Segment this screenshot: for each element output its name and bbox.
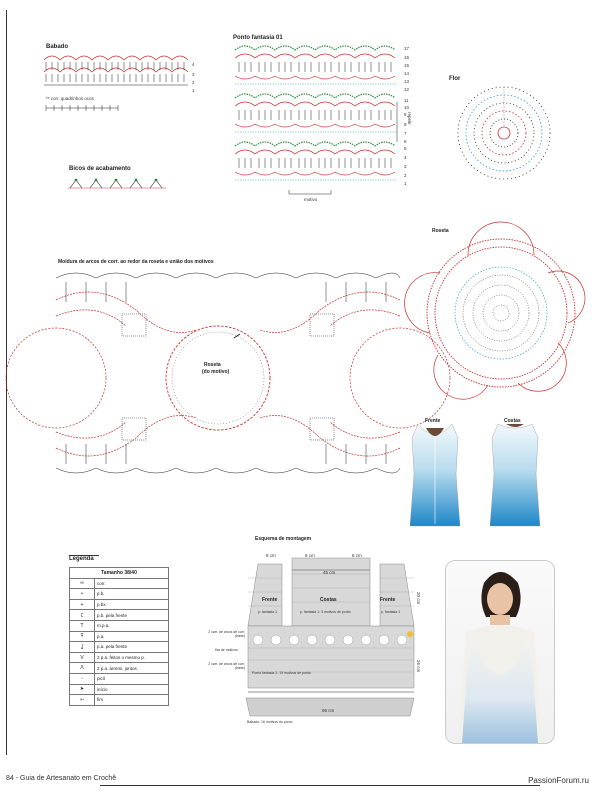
legend-symbol: ◦	[70, 673, 95, 684]
schema-costas: Costas	[320, 597, 337, 603]
legend-symbol: +	[70, 599, 95, 610]
motivo-label: motivo	[304, 197, 318, 202]
esquema-schematic	[246, 548, 416, 728]
legend-text: picô	[95, 673, 169, 684]
row-number: 16	[404, 55, 410, 60]
flor-title: Flor	[449, 76, 461, 82]
schema-babado-label: Babado: 16 motivos do ponto	[247, 720, 293, 724]
side-label-1: 2 carr. de arcos de corr. (base)	[208, 630, 245, 638]
schema-frente-right: Frente	[380, 597, 396, 603]
legend-symbol: Λ	[70, 663, 95, 674]
legend-text: 2 p.a. arremi. juntos	[95, 663, 169, 674]
pf-center: p. fantasia 1: 3 motivos de ponto	[300, 610, 351, 614]
model-figure	[446, 561, 554, 743]
legend-row	[70, 642, 169, 653]
bottom-pf-label: Ponto fantasia 1: 19 motivos de ponto	[252, 671, 311, 675]
legend-symbol: ʆ	[70, 642, 95, 653]
babado-row-number: 2	[192, 80, 195, 85]
row-number: 14	[404, 71, 410, 76]
frente-vest-illustration	[404, 422, 466, 532]
schema-frente-left: Frente	[262, 597, 278, 603]
ponto-fantasia-title: Ponto fantasia 01	[233, 35, 283, 41]
repetir-label: repetir	[407, 112, 412, 125]
legend-text: p.b.	[95, 589, 169, 600]
legend-text: fim	[95, 695, 169, 706]
roseta-title: Roseta	[432, 228, 449, 234]
row-number: 7	[404, 131, 407, 136]
legend-text: p.a. pela frente	[95, 642, 169, 653]
babado-row-number: 1	[192, 88, 195, 93]
row-number: 5	[404, 146, 407, 151]
legend-symbol: ➤	[70, 684, 95, 695]
babado-row-number: 4	[192, 62, 195, 67]
legend-row	[70, 589, 169, 600]
bottom-width-label: 96 cm	[322, 708, 335, 713]
brand-watermark: PassionForum.ru	[528, 776, 589, 785]
pf-right: p. fantasia 1	[381, 610, 401, 614]
frente-title: Frente	[425, 418, 441, 424]
motivo-bracket	[288, 190, 332, 196]
pf-left: p. fantasia 1	[258, 610, 278, 614]
legend-symbol: Ŧ	[70, 631, 95, 642]
page-footer: 84 - Guia de Artesanato em Crochê	[6, 775, 117, 782]
roseta-center-label: Roseta	[204, 362, 221, 368]
babado-chart	[42, 52, 192, 97]
babado-row-number: 3	[192, 72, 195, 77]
legend-title: Legenda	[69, 555, 99, 566]
legend-symbol: •	[70, 589, 95, 600]
side-label-3: 2 carr. de arcos de corr. (base)	[208, 662, 245, 670]
row-number: 3	[404, 164, 407, 169]
bicos-title: Bicos de acabamento	[69, 166, 131, 172]
row-number: 1	[404, 181, 407, 186]
legend-table	[69, 567, 169, 706]
legend-text: corr.	[95, 578, 169, 589]
row-number: 10	[404, 105, 410, 110]
legend-symbol: Ƭ	[70, 620, 95, 631]
legend-row	[70, 620, 169, 631]
legend-row	[70, 684, 169, 695]
legend-row	[70, 631, 169, 642]
legend-row	[70, 663, 169, 674]
legend-text: p.b. pela frente	[95, 610, 169, 621]
legend-text: início	[95, 684, 169, 695]
row-number: 4	[404, 155, 407, 160]
height-label-1: 20 cm	[416, 592, 421, 605]
legend-row	[70, 578, 169, 589]
footer-rule	[100, 785, 540, 786]
row-number: 6	[404, 139, 407, 144]
bicos-chart	[68, 176, 168, 190]
row-number: 13	[404, 79, 410, 84]
width-label-1: 8 cm	[266, 553, 276, 558]
row-number: 11	[404, 98, 409, 103]
row-number: 12	[404, 87, 410, 92]
model-photo	[445, 560, 555, 744]
costas-title: Costas	[504, 418, 521, 424]
esquema-title: Esquema de montagem	[255, 536, 312, 542]
legend-symbol: ∞	[70, 578, 95, 589]
width-label-3: 8 cm	[352, 553, 362, 558]
babado-note: ** corr. quadrinhos ocos	[46, 96, 94, 101]
legend-size: Tamanho 38/40	[70, 568, 169, 579]
row-number: 9	[404, 112, 407, 117]
legend-row	[70, 610, 169, 621]
legend-row	[70, 652, 169, 663]
legend-row	[70, 599, 169, 610]
legend-symbol: ʗ	[70, 610, 95, 621]
row-number: 17	[404, 46, 410, 51]
row-number: 15	[404, 63, 410, 68]
legend-symbol: V	[70, 652, 95, 663]
legend-row	[70, 673, 169, 684]
legend-row	[70, 695, 169, 706]
flor-chart	[451, 80, 561, 190]
costas-vest-illustration	[484, 422, 546, 532]
roseta-chart	[408, 233, 594, 393]
row-number: 2	[404, 173, 407, 178]
height-label-2: 26 cm	[416, 660, 421, 673]
roseta-center-sub: (do motivo)	[202, 369, 230, 375]
legend-text: p.a.	[95, 631, 169, 642]
moldura-title: Moldura de arcos de corr. ao redor da roseta e união dos motivos	[58, 259, 214, 265]
legend-text: 2 p.a. feitos o mesmo p.	[95, 652, 169, 663]
width-total-label: 45 cm	[323, 570, 336, 575]
side-label-2: tira de motivos	[215, 648, 238, 652]
width-label-2: 8 cm	[305, 553, 315, 558]
babado-title: Babado	[46, 44, 69, 50]
row-number: 8	[404, 122, 407, 127]
legend-symbol: ➳	[70, 695, 95, 706]
ponto-fantasia-chart	[231, 42, 403, 190]
legend-text: p.bx.	[95, 599, 169, 610]
legend-text: m.p.a.	[95, 620, 169, 631]
babado-ruler	[46, 102, 126, 112]
